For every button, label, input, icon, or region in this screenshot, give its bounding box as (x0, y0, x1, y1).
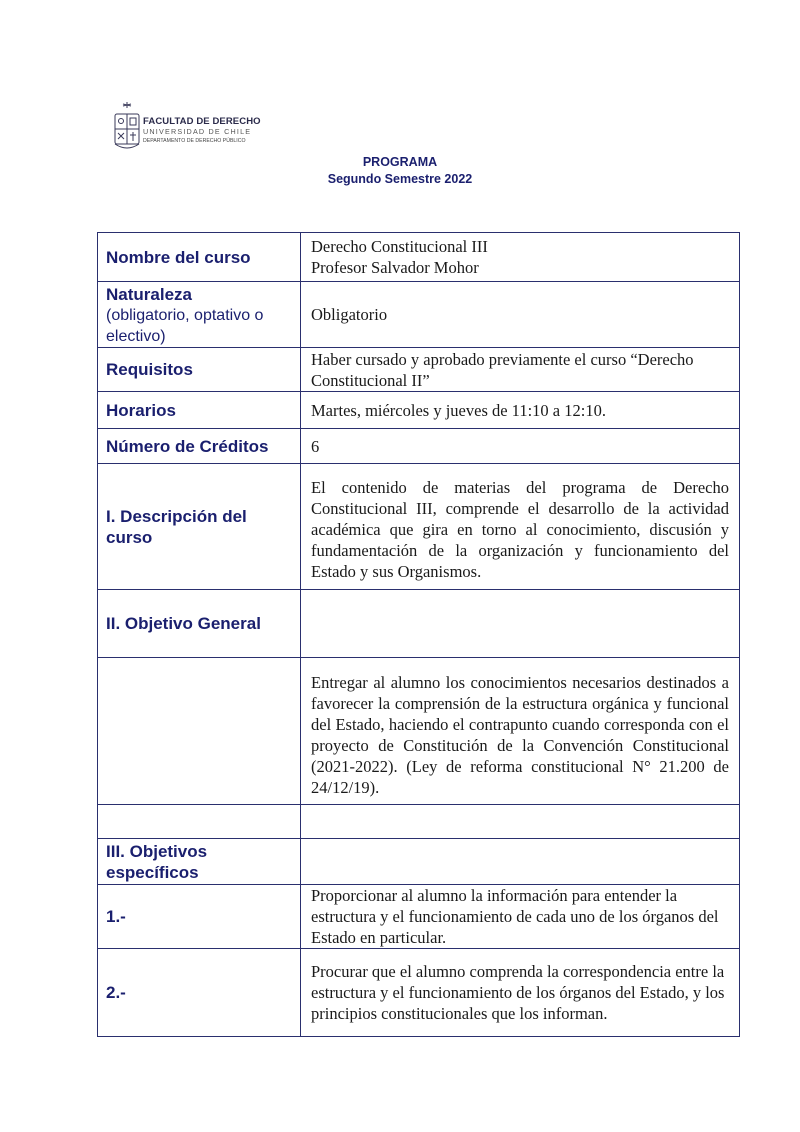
logo-department-name: DEPARTAMENTO DE DERECHO PÚBLICO (143, 138, 246, 144)
table-row-objetivo-2 (98, 949, 740, 1037)
value-course-name: Derecho Constitucional III (311, 237, 488, 256)
value-descripcion: El contenido de materias del programa de Derecho Constitucional III, comprende el desarrollo de la actividad académica que gira en torno al conocimiento, discusión y fundamentación de la organización y funcionamiento del Estado y sus Organismos. (301, 464, 740, 590)
value-professor: Profesor Salvador Mohor (311, 258, 479, 277)
label-naturaleza-title: Naturaleza (106, 285, 192, 304)
table-row-creditos (98, 429, 740, 464)
value-naturaleza: Obligatorio (301, 282, 740, 348)
logo-university-name: UNIVERSIDAD DE CHILE (143, 127, 252, 136)
label-naturaleza-sub: (obligatorio, optativo o electivo) (106, 307, 264, 345)
program-table (97, 232, 740, 1037)
table-row-horarios (98, 392, 740, 429)
value-objetivo-general: Entregar al alumno los conocimientos necesarios destinados a favorecer la comprensión de la estructura orgánica y funcional del Estado, haciendo el contrapunto cuando corresponda con el proyecto de Constitución de la Convención Constitucional (2021-2022). (Ley de reforma constitucional N° 21.200 de 24/12/19). (301, 658, 740, 805)
label-empty (98, 805, 301, 839)
table-row-nombre (98, 233, 740, 282)
value-empty (301, 839, 740, 885)
faculty-logo (112, 98, 261, 154)
table-row-objetivos-especificos-header (98, 839, 740, 885)
table-row-objetivo-general-header (98, 590, 740, 658)
table-row-descripcion (98, 464, 740, 590)
table-row-requisitos (98, 348, 740, 392)
logo-faculty-name: FACULTAD DE DERECHO (143, 116, 261, 127)
value-empty (301, 805, 740, 839)
label-requisitos: Requisitos (98, 348, 301, 392)
logo-text (143, 116, 261, 145)
label-objetivo-num: 2.- (98, 949, 301, 1037)
label-objetivos-especificos: III. Objetivos específicos (98, 839, 301, 885)
label-naturaleza (98, 282, 301, 348)
label-objetivo-num: 1.- (98, 885, 301, 949)
table-row-objetivo-1 (98, 885, 740, 949)
document-subtitle: Segundo Semestre 2022 (327, 172, 473, 186)
table-row-objetivo-general (98, 658, 740, 805)
label-creditos: Número de Créditos (98, 429, 301, 464)
label-nombre: Nombre del curso (98, 233, 301, 282)
value-objetivo-text: Proporcionar al alumno la información para entender la estructura y el funcionamiento de cada uno de los órganos del Estado en particular. (301, 885, 740, 949)
value-horarios: Martes, miércoles y jueves de 11:10 a 12:10. (301, 392, 740, 429)
value-objetivo-text: Procurar que el alumno comprenda la correspondencia entre la estructura y el funcionamiento de los órganos del Estado, y los principios constitucionales que los informan. (301, 949, 740, 1037)
table-row-naturaleza (98, 282, 740, 348)
value-nombre (301, 233, 740, 282)
label-descripcion: I. Descripción del curso (98, 464, 301, 590)
label-empty (98, 658, 301, 805)
university-seal-icon (112, 98, 142, 154)
label-horarios: Horarios (98, 392, 301, 429)
label-objetivo-general: II. Objetivo General (98, 590, 301, 658)
value-empty (301, 590, 740, 658)
value-requisitos: Haber cursado y aprobado previamente el curso “Derecho Constitucional II” (301, 348, 740, 392)
table-row-spacer (98, 805, 740, 839)
value-creditos: 6 (301, 429, 740, 464)
document-title: PROGRAMA (362, 155, 438, 169)
